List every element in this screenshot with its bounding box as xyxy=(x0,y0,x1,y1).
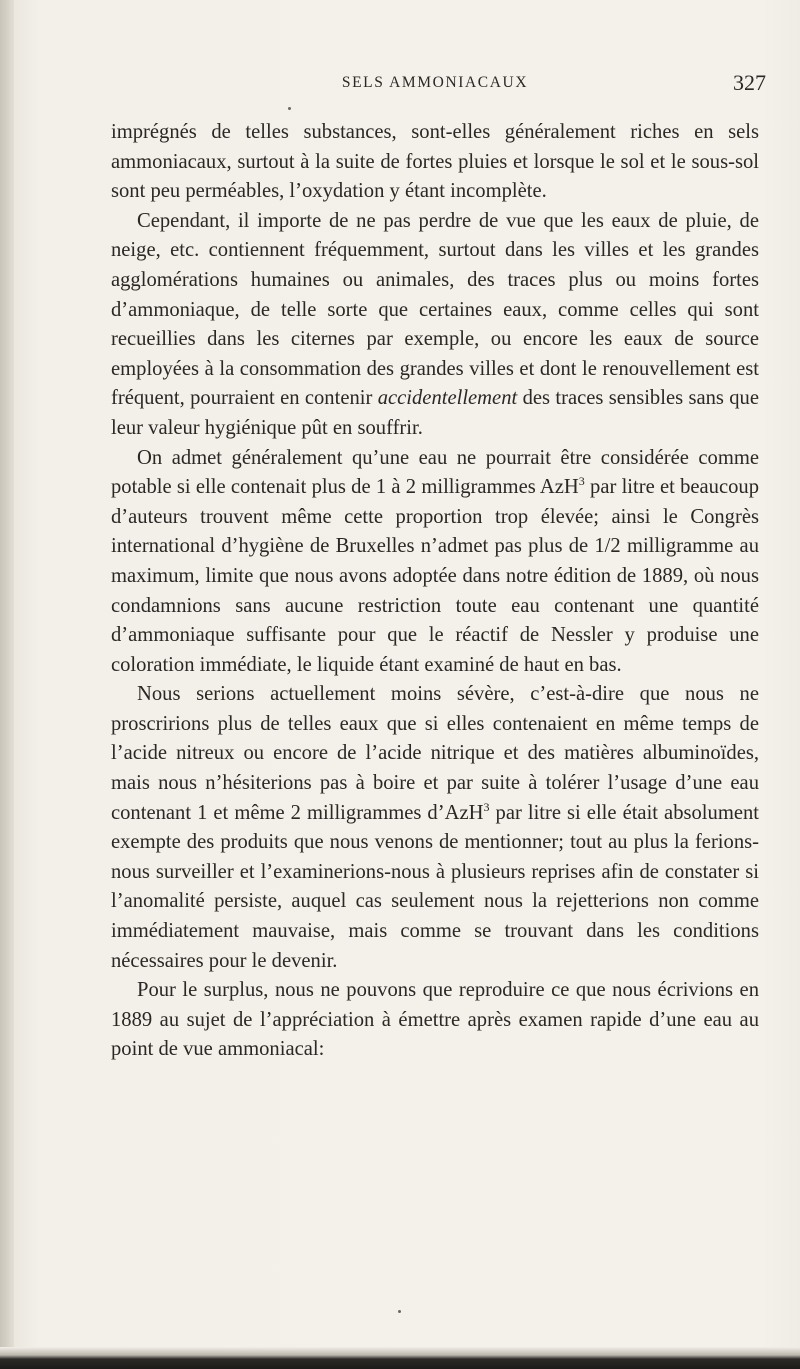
paragraph-1: imprégnés de telles substances, sont-elles généralement riches en sels ammoniacaux, surtout à la suite de fortes pluies et lorsque le sol et le sous-sol sont peu perméables, l’oxydation y étant incomplète. xyxy=(111,121,759,203)
paragraph-3-text-b: par litre et beaucoup d’auteurs trouvent même cette proportion trop élevée; ainsi le Congrès international d’hygiène de Bruxelles n’admet pas plus de 1/2 milligramme au maximum, limite que nous avons adoptée dans notre édition de 1889, où nous condamnions sans aucune restriction toute eau contenant une quantité d’ammoniaque suffisante pour que le réactif de Nessler y produise une coloration immédiate, le liquide étant examiné de haut en bas. xyxy=(111,476,760,676)
emphasized-word: accidentellement xyxy=(377,387,518,410)
scan-bottom-edge xyxy=(0,1347,800,1369)
paragraph-5: Pour le surplus, nous ne pouvons que reproduire ce que nous écrivions en 1889 au sujet de l’appréciation à émettre après examen rapide d’une eau au point de vue ammoniacal: xyxy=(111,979,759,1061)
paragraph-3 xyxy=(111,444,759,681)
paragraph-3-text-a: On admet généralement qu’une eau ne pourrait être considérée comme potable si elle contenait plus de 1 à 2 milligrammes AzH xyxy=(111,446,759,499)
paragraph-2 xyxy=(111,207,759,444)
running-title: SELS AMMONIACAUX xyxy=(341,74,529,91)
paragraph-2-text-b: des traces sensibles sans que leur valeur hygiénique pût en souffrir. xyxy=(111,387,759,439)
page-header xyxy=(110,70,766,100)
page-number: 327 xyxy=(733,70,766,95)
paragraph-4-text-b: par litre si elle était absolument exempte des produits que nous venons de mentionner; tout au plus la ferions-nous surveiller et l’examinerions-nous à plusieurs reprises afin de constater si l’anomalité persiste, auquel cas seulement nous la rejetterions non comme immédiatement mauvaise, mais comme se trouvant dans les conditions nécessaires pour le devenir. xyxy=(111,801,759,972)
print-speck xyxy=(398,1310,401,1313)
body-text xyxy=(111,118,759,1065)
paragraph-2-text-a: Cependant, il importe de ne pas perdre de vue que les eaux de pluie, de neige, etc. contiennent fréquemment, surtout dans les villes et les grandes agglomérations humaines ou animales, des traces plus ou moins fortes d’ammoniaque, de telle sorte que certaines eaux, comme celles qui sont recueillies dans les citernes par exemple, ou encore les eaux de source employées à la consommation des grandes villes et dont le renouvellement est fréquent, pourraient en contenir xyxy=(111,209,759,410)
paragraph-4-text-a: Nous serions actuellement moins sévère, c’est-à-dire que nous ne proscririons plus de telles eaux que si elles contenaient en même temps de l’acide nitreux ou encore de l’acide nitrique et des matières albuminoïdes, mais nous n’hésiterions pas à boire et par suite à tolérer l’usage d’une eau contenant 1 et même 2 milligrammes d’AzH xyxy=(111,683,759,824)
page-binding-edge xyxy=(0,0,14,1369)
print-speck xyxy=(288,107,291,110)
superscript: 3 xyxy=(578,474,585,489)
paragraph-4 xyxy=(111,680,759,976)
superscript: 3 xyxy=(483,799,490,814)
